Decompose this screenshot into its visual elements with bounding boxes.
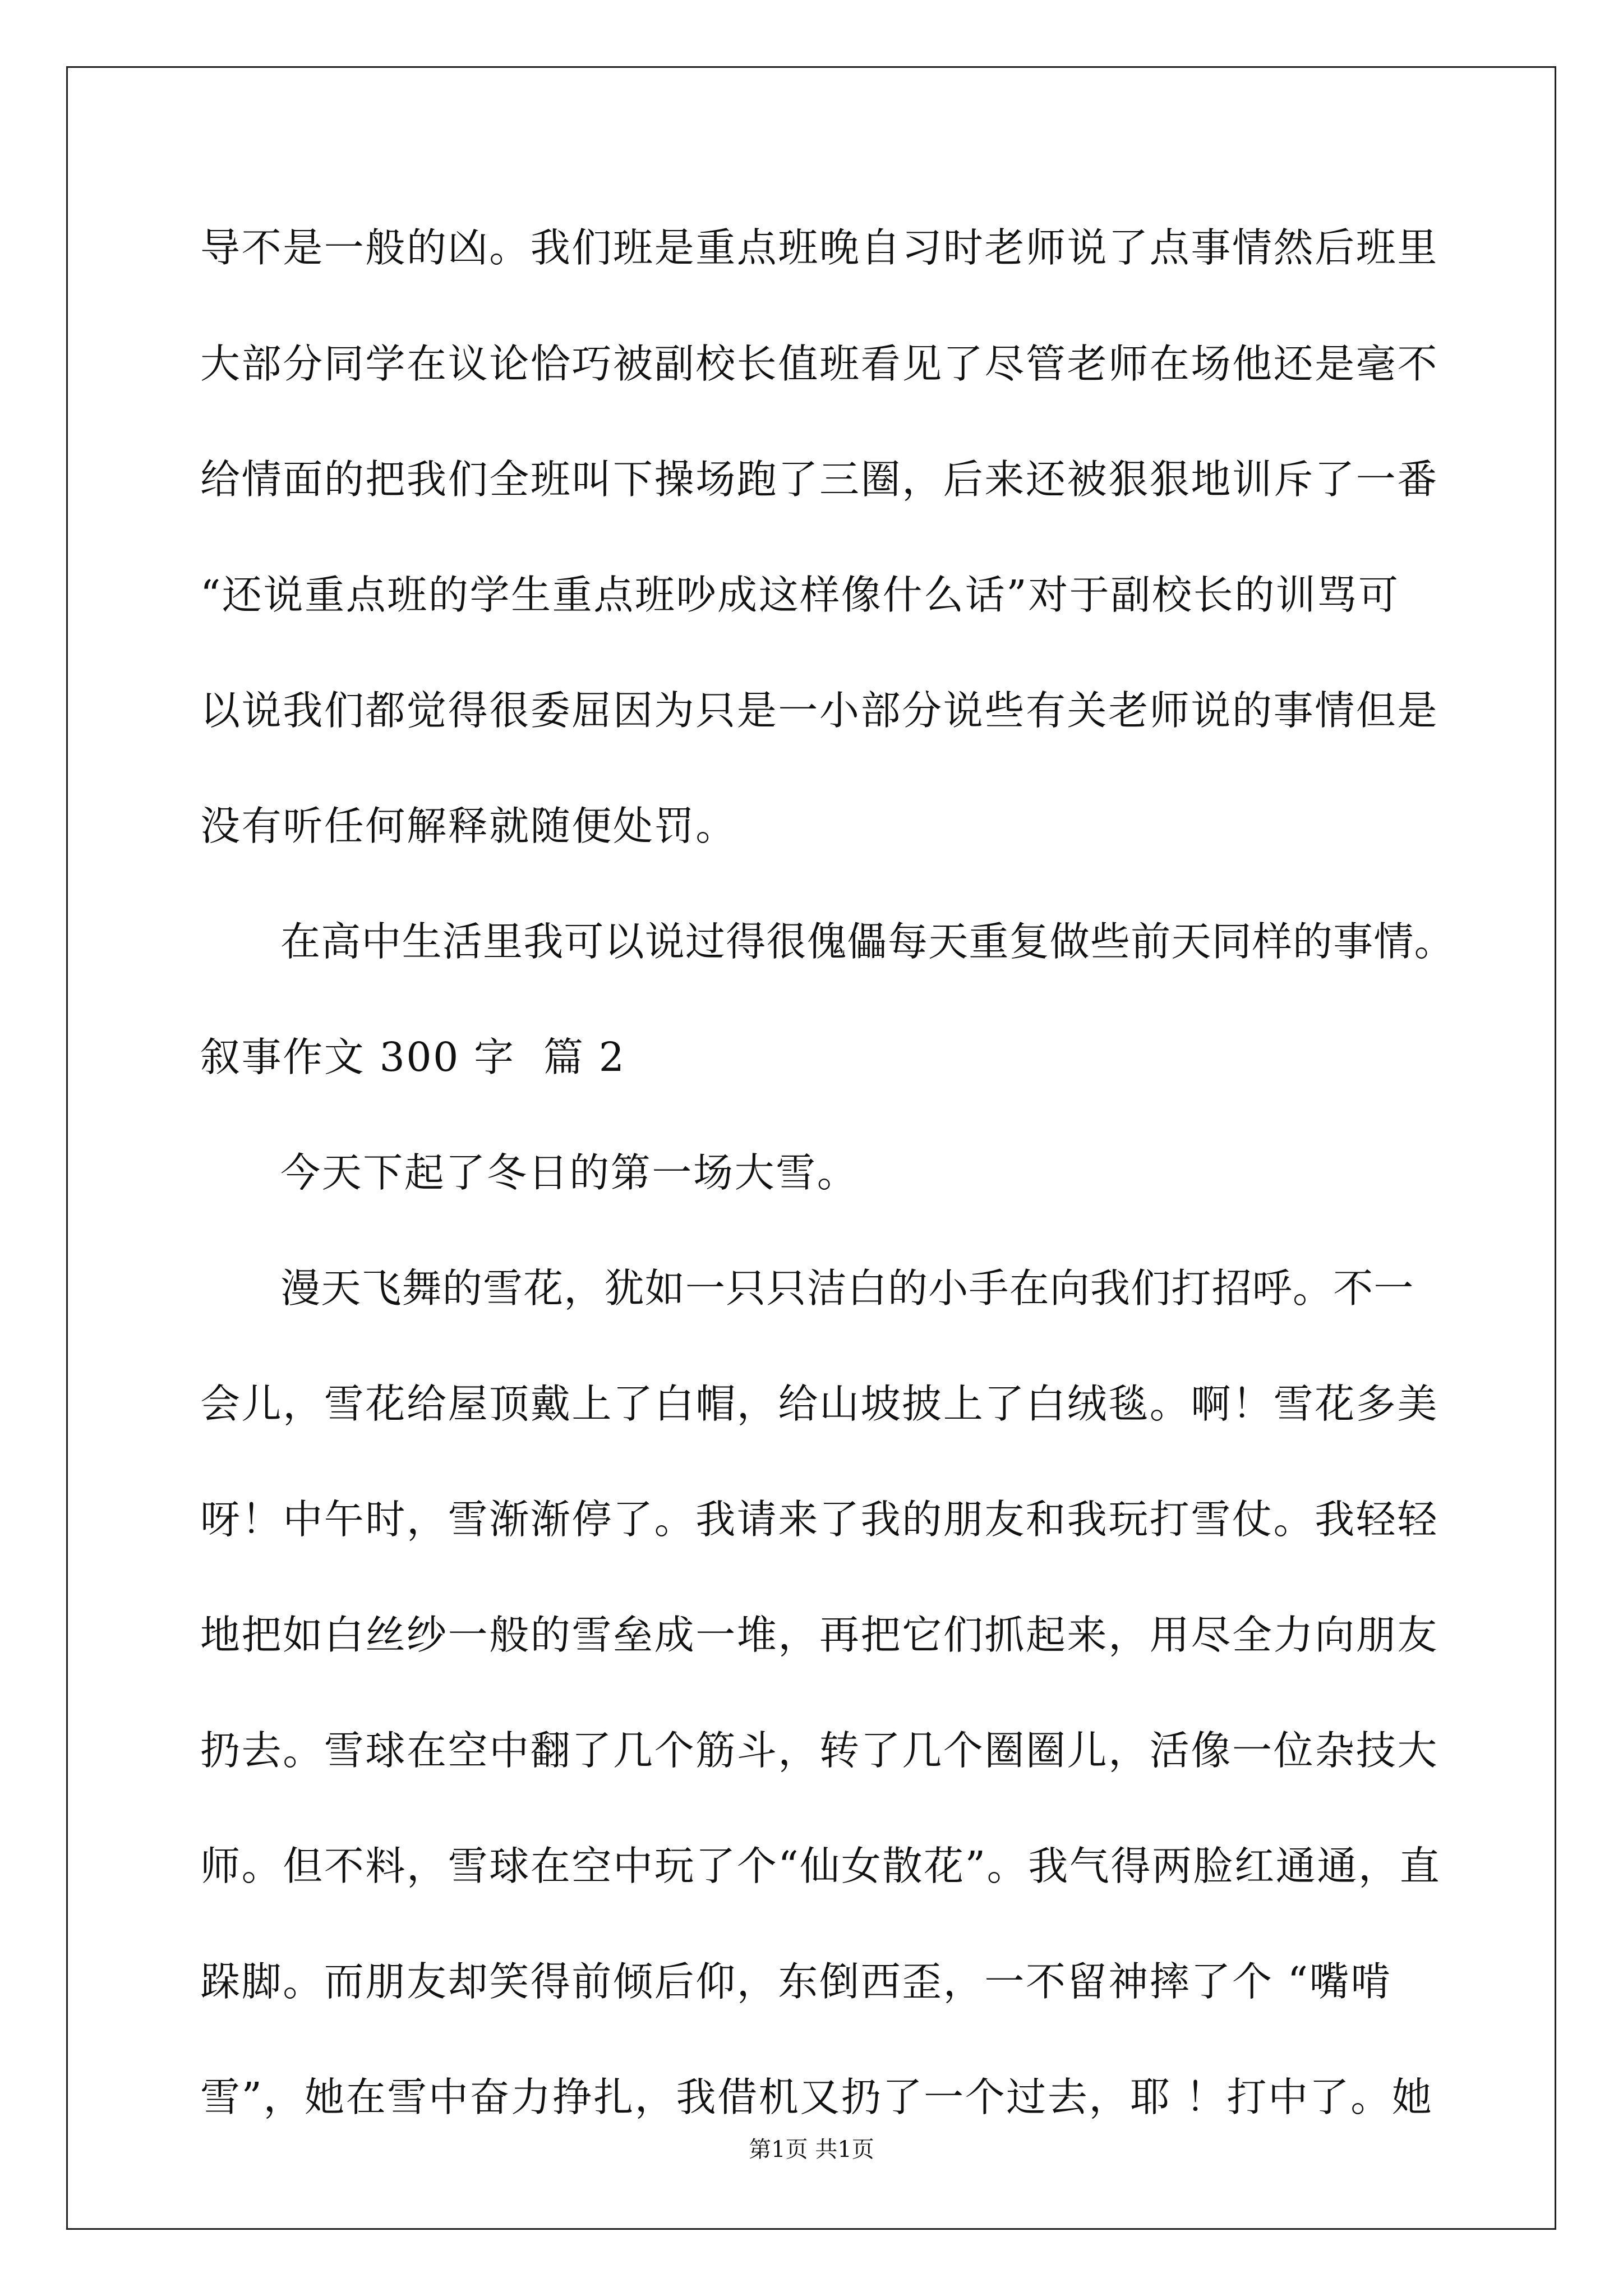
text-line: “还说重点班的学生重点班吵成这样像什么话”对于副校长的训骂可 xyxy=(200,572,1400,618)
text-line: 扔去。雪球在空中翻了几个筋斗，转了几个圈圈儿，活像一位杂技大 xyxy=(200,1727,1439,1774)
text-line: 地把如白丝纱一般的雪垒成一堆，再把它们抓起来，用尽全力向朋友 xyxy=(200,1612,1439,1658)
text-line: 导不是一般的凶。我们班是重点班晚自习时老师说了点事情然后班里 xyxy=(200,224,1439,271)
text-line: 给情面的把我们全班叫下操场跑了三圈，后来还被狠狠地训斥了一番 xyxy=(200,456,1439,503)
page-border xyxy=(66,66,1556,2230)
text-line: 呀！中午时，雪渐渐停了。我请来了我的朋友和我玩打雪仗。我轻轻 xyxy=(200,1496,1439,1543)
text-line: 以说我们都觉得很委屈因为只是一小部分说些有关老师说的事情但是 xyxy=(200,687,1439,734)
text-line: 会儿，雪花给屋顶戴上了白帽，给山坡披上了白绒毯。啊！雪花多美 xyxy=(200,1381,1439,1427)
section-heading: 叙事作文 300 字 篇 2 xyxy=(200,1034,626,1080)
text-line: 雪”，她在雪中奋力挣扎，我借机又扔了一个过去，耶 ！打中了。她 xyxy=(200,2074,1433,2120)
text-line: 跺脚。而朋友却笑得前倾后仰，东倒西歪，一不留神摔了个 “嘴啃 xyxy=(200,1958,1392,2005)
text-line: 漫天飞舞的雪花，犹如一只只洁白的小手在向我们打招呼。不一 xyxy=(280,1265,1414,1312)
text-line: 师。但不料，雪球在空中玩了个“仙女散花”。我气得两脸红通通，直 xyxy=(200,1843,1441,1889)
text-line: 今天下起了冬日的第一场大雪。 xyxy=(280,1149,859,1196)
text-line: 在高中生活里我可以说过得很傀儡每天重复做些前天同样的事情。 xyxy=(280,918,1455,965)
text-line: 大部分同学在议论恰巧被副校长值班看见了尽管老师在场他还是毫不 xyxy=(200,341,1439,387)
page-footer: 第1页 共1页 xyxy=(749,2137,874,2162)
text-line: 没有听任何解释就随便处罚。 xyxy=(200,803,737,849)
